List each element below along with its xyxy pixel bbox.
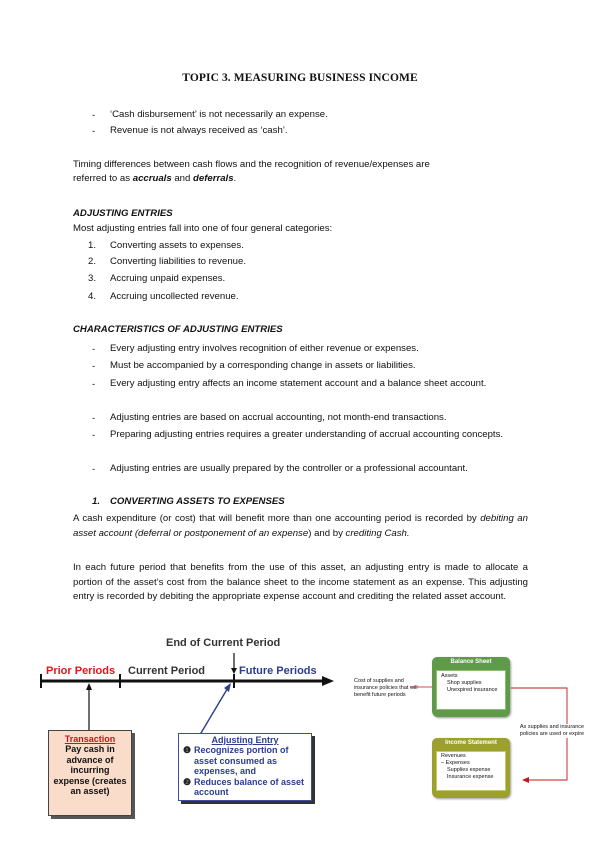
is-line: – Expenses [441, 760, 470, 766]
adjusting-arrow [198, 686, 229, 738]
list-item: Adjusting entries are usually prepared by the controller or a professional accountant. [110, 463, 468, 474]
bs-line: Assets [441, 673, 458, 679]
bs-line: Shop supplies [447, 680, 482, 686]
bullet-dash: - [92, 344, 96, 355]
future-periods-label: Future Periods [239, 665, 317, 677]
end-of-period-label: End of Current Period [166, 637, 281, 649]
section-number: 1. [92, 496, 101, 507]
adjusting-entries-heading: ADJUSTING ENTRIES [73, 208, 173, 219]
timing-text: . [233, 173, 237, 184]
transaction-box [48, 730, 132, 816]
is-line: Supplies expense [447, 767, 491, 773]
para-italic: crediting Cash. [345, 527, 410, 539]
adjusting-item-text: Reduces balance of asset account [194, 776, 305, 797]
bullet-dash: - [92, 430, 96, 441]
section1-paragraph-1 [73, 512, 528, 541]
adjusting-entries-lead: Most adjusting entries fall into one of four general categories: [73, 223, 333, 234]
section1-paragraph-2: In each future period that benefits from the use of this asset, an adjusting entry is made to allocate a portion of the asset’s cost from the balance sheet to the income statement as an expense. This adjusting entry is recorded by debiting the appropriate expense account and crediting the related asset account. [73, 562, 528, 602]
para-text: A cash expenditure (or cost) that will benefit more than one accounting period is recorded by [73, 513, 481, 524]
list-item: Accruing unpaid expenses. [110, 273, 226, 284]
list-item: Converting liabilities to revenue. [110, 256, 246, 267]
intro-bullet-1: ‘Cash disbursement’ is not necessarily an expense. [110, 109, 328, 120]
bs-line: Unexpired insurance [447, 687, 498, 693]
bullet-dash: - [92, 464, 96, 475]
balance-sheet-title: Balance Sheet [432, 657, 510, 668]
income-statement-body [436, 751, 506, 791]
income-statement-card [432, 738, 510, 798]
bullet-dash: - [92, 379, 96, 390]
is-line: Insurance expense [447, 774, 494, 780]
section-heading: CONVERTING ASSETS TO EXPENSES [110, 496, 285, 507]
is-line: Revenues [441, 753, 466, 759]
list-item: Adjusting entries are based on accrual accounting, not month-end transactions. [110, 412, 447, 423]
bullet-dash: - [92, 126, 96, 137]
end-period-pointer-head [231, 668, 237, 674]
timing-text: referred to as [73, 173, 133, 184]
list-item: Must be accompanied by a corresponding change in assets or liabilities. [110, 360, 416, 371]
timeline-arrowhead [322, 676, 334, 686]
transaction-title: Transaction [64, 734, 116, 744]
current-period-label: Current Period [128, 665, 206, 677]
balance-sheet-body [436, 670, 506, 710]
timing-line-1: Timing differences between cash flows and the recognition of revenue/expenses are [73, 159, 430, 170]
cost-of-supplies-note: Cost of supplies and insurance policies that will benefit future periods [354, 678, 418, 698]
list-number: 4. [88, 291, 97, 302]
characteristics-heading: CHARACTERISTICS OF ADJUSTING ENTRIES [73, 324, 283, 335]
term-accruals: accruals [132, 173, 172, 184]
transaction-arrow-head [86, 683, 92, 690]
adjusting-item-1 [179, 745, 311, 777]
list-item: Every adjusting entry affects an income statement account and a balance sheet account. [110, 378, 487, 389]
balance-sheet-card [432, 657, 510, 717]
term-deferrals: deferrals [193, 173, 234, 184]
bullet-dash: - [92, 413, 96, 424]
bullet-dash: - [92, 361, 96, 372]
intro-bullet-2: Revenue is not always received as ‘cash’. [110, 125, 288, 136]
prior-periods-label: Prior Periods [46, 665, 116, 677]
adjusting-entry-title: Adjusting Entry [211, 735, 279, 745]
list-item: Preparing adjusting entries requires a greater understanding of accrual accounting concepts. [110, 429, 504, 440]
numbered-bullet-icon: ❷ [183, 776, 192, 787]
numbered-bullet-icon: ❶ [183, 745, 192, 755]
timeline-axis [38, 650, 338, 740]
timing-line-2 [73, 172, 533, 186]
transaction-body: Pay cash in advance of incurring expense (creates an asset) [53, 744, 127, 796]
timing-text: and [171, 173, 194, 184]
page-title: TOPIC 3. MEASURING BUSINESS INCOME [182, 72, 418, 84]
supplies-used-note: As supplies and insurance policies are used or expire [517, 724, 587, 738]
adjusting-arrow-head [224, 683, 231, 692]
para-italic: debiting an asset account (deferral or postponement of an expense [73, 513, 528, 539]
list-number: 1. [88, 240, 97, 251]
list-number: 2. [88, 256, 97, 267]
list-item: Accruing uncollected revenue. [110, 291, 239, 302]
adjusting-item-text: Recognizes portion of asset consumed as expenses, and [194, 745, 289, 776]
list-item: Converting assets to expenses. [110, 240, 244, 251]
list-item: Every adjusting entry involves recognition of either revenue or expenses. [110, 343, 419, 354]
timing-paragraph [73, 158, 533, 186]
income-statement-title: Income Statement [432, 738, 510, 749]
list-number: 3. [88, 273, 97, 284]
bullet-dash: - [92, 110, 96, 121]
para-text: ) and by [308, 527, 346, 539]
adjusting-item-2 [179, 777, 311, 798]
adjusting-entry-box [178, 733, 312, 801]
